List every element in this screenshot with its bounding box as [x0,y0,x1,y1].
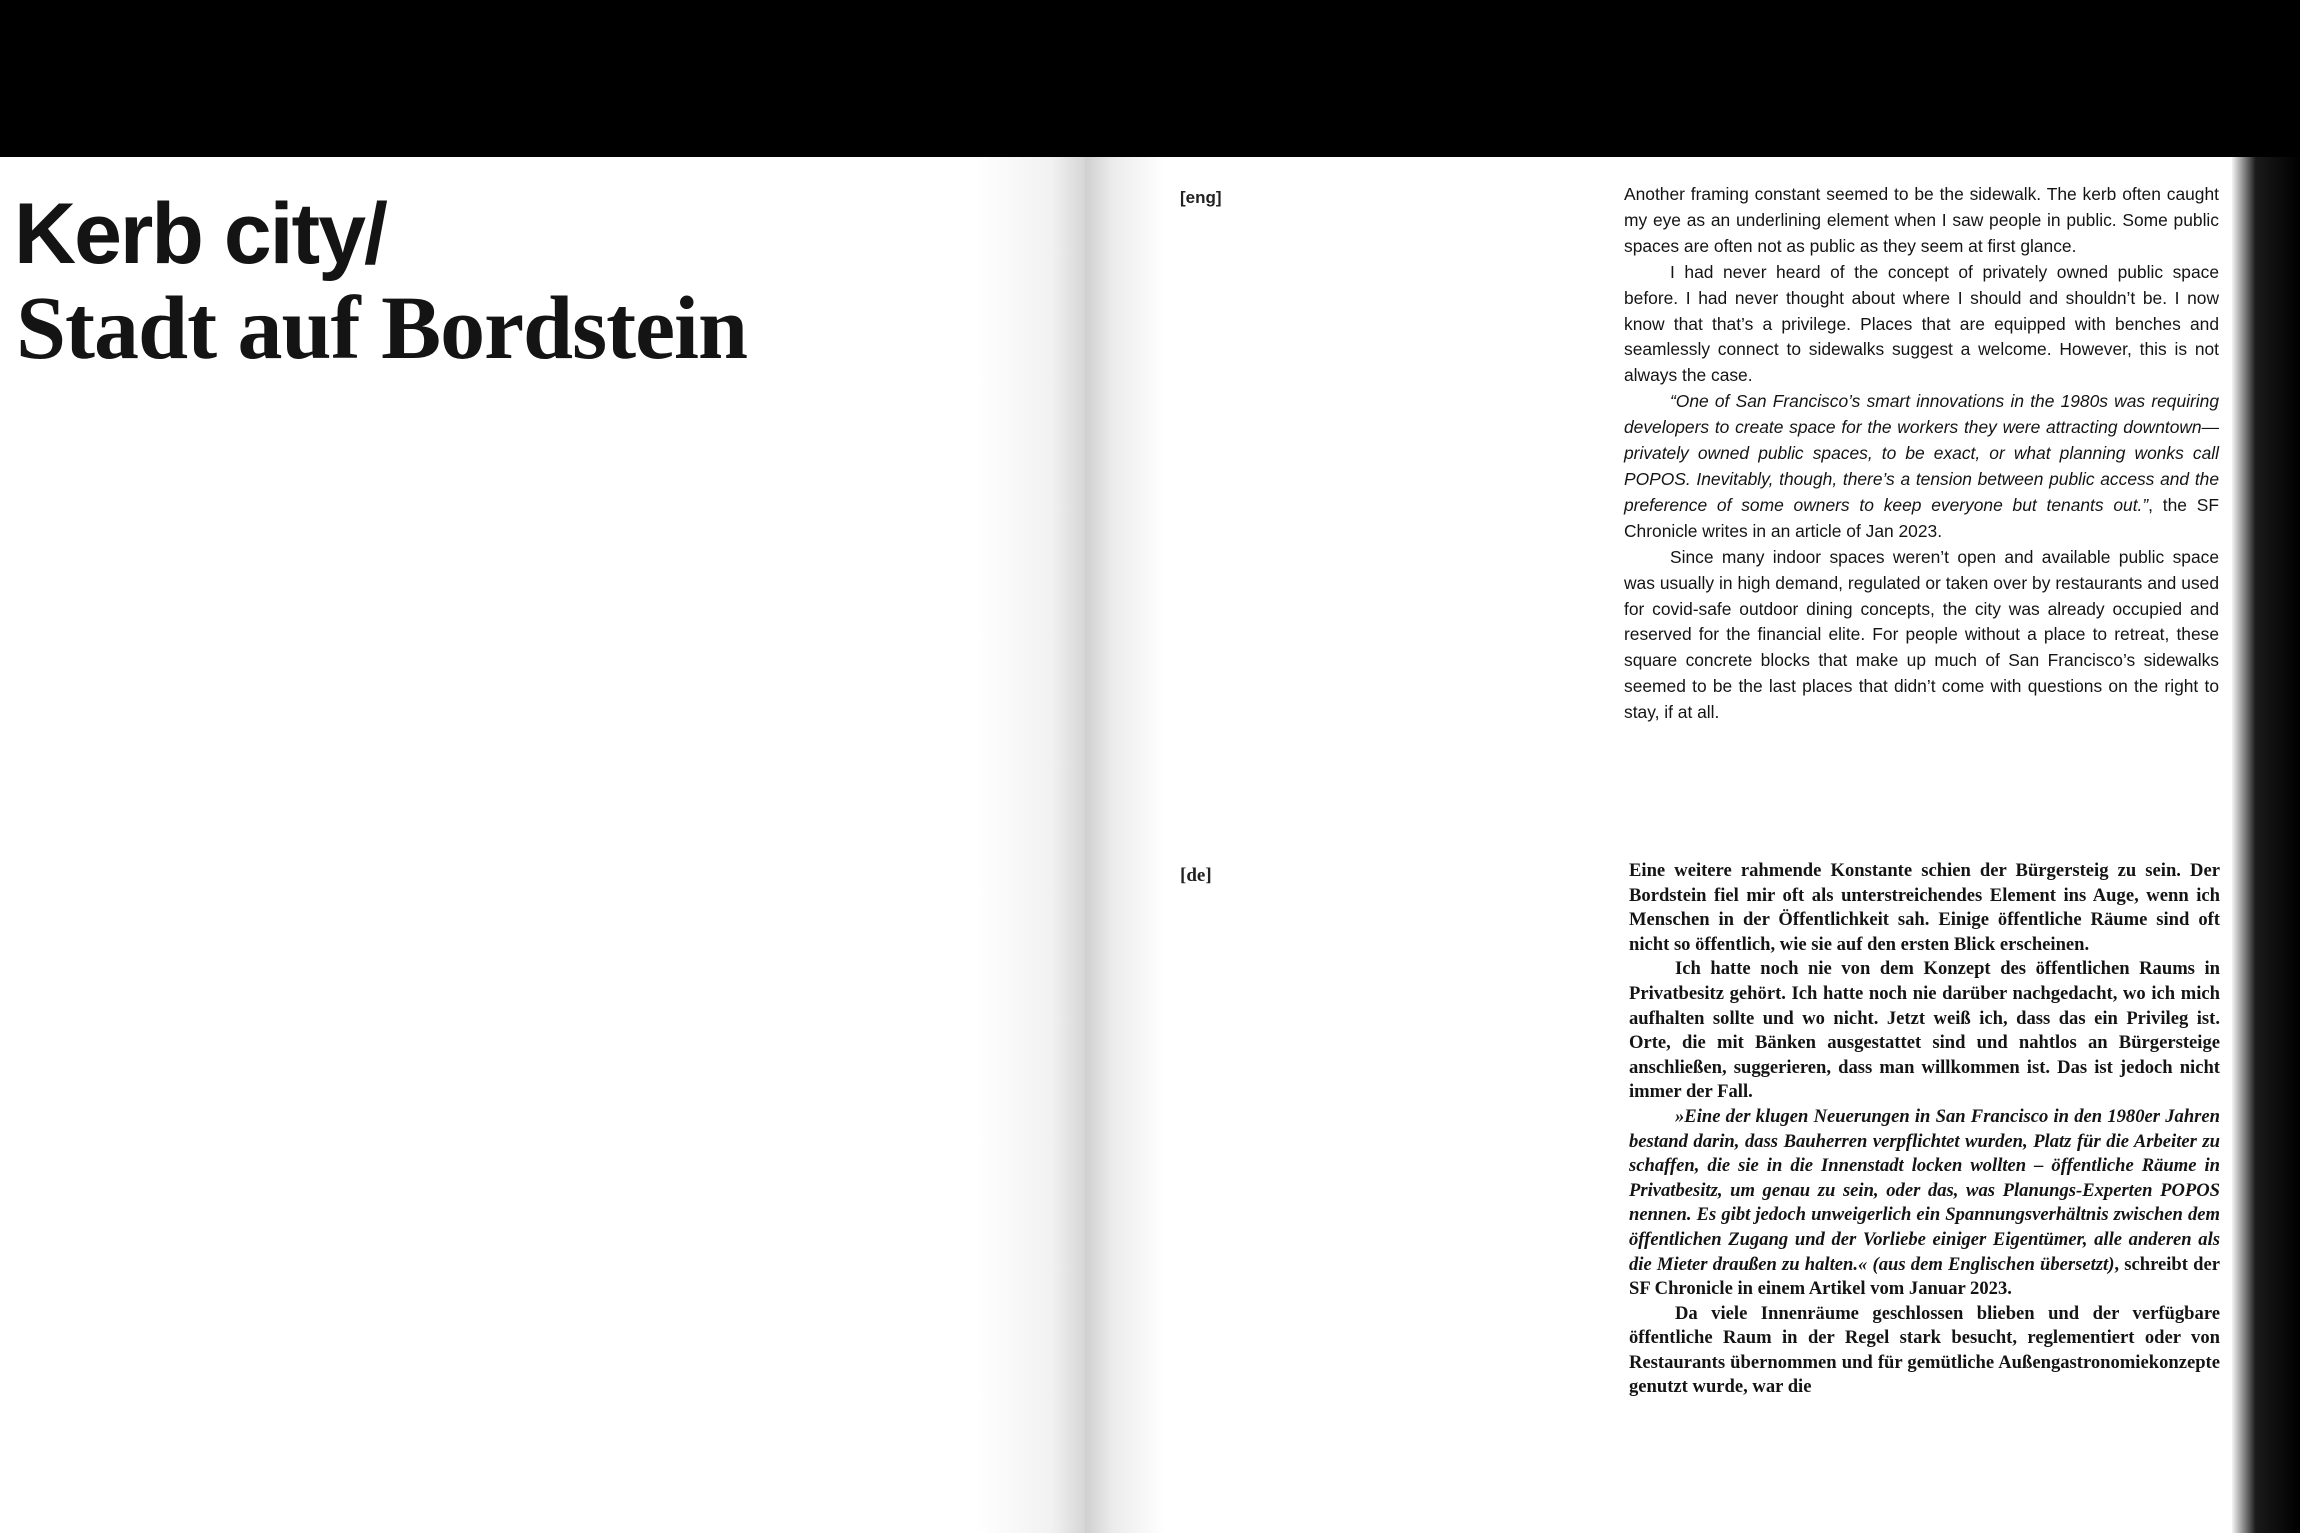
title-english: Kerb city/ [14,186,386,282]
german-text-column [1629,859,2220,1400]
language-label-english: [eng] [1180,188,1222,207]
english-quote-attribution: , the SF Chronicle writes in an article of Jan 2023. [1624,494,2219,541]
german-paragraph-2: Ich hatte noch nie von dem Konzept des öffentlichen Raums in Privatbesitz gehört. Ich hatte noch nie darüber nachgedacht, wo ich mich aufhalten sollte und wo nicht. Jetzt weiß ich, dass das ein Privileg ist. Orte, die mit Bänken ausgestattet sind und nahtlos an Bürgersteige anschließen, suggerieren, dass man willkommen ist. Das ist jedoch nicht immer der Fall. [1629,958,2220,1103]
english-paragraph-1: Another framing constant seemed to be the sidewalk. The kerb often caught my eye as an underlining element when I saw people in public. Some public spaces are often not as public as they seem at first glance. [1624,184,2219,256]
english-paragraph-4: Since many indoor spaces weren’t open and available public space was usually in high demand, regulated or taken over by restaurants and used for covid-safe outdoor dining concepts, the city was already occupied and reserved for the financial elite. For people without a place to retreat, these square concrete blocks that make up much of San Francisco’s sidewalks seemed to be the last places that didn’t come with questions on the right to stay, if at all. [1624,546,2219,723]
book-spread [0,157,2300,1533]
scan-background-right [2232,157,2300,1533]
left-page [0,157,1085,1533]
german-paragraph-3 [1629,1105,2220,1302]
german-quote: »Eine der klugen Neuerungen in San Francisco in den 1980er Jahren bestand darin, dass Bauherren verpflichtet wurden, Platz für die Arbeiter zu schaffen, die sie in die Innenstadt locken wollten – öffentliche Räume in Privatbesitz, um genau zu sein, oder das, was Planungs-Experten POPOS nennen. Es gibt jedoch unweigerlich ein Spannungsverhältnis zwischen dem öffentlichen Zugang und der Vorliebe einiger Eigentümer, alle anderen als die Mieter draußen zu halten.« (aus dem Englischen übersetzt) [1629,1105,2220,1275]
english-paragraph-2: I had never heard of the concept of privately owned public space before. I had never thought about where I should and shouldn’t be. I now know that that’s a privilege. Places that are equipped with benches and seamlessly connect to sidewalks suggest a welcome. However, this is not always the case. [1624,261,2219,386]
german-paragraph-1: Eine weitere rahmende Konstante schien der Bürgersteig zu sein. Der Bordstein fiel mir oft als unterstreichendes Element ins Auge, wenn ich Menschen in der Öffentlichkeit sah. Einige öffentliche Räume sind oft nicht so öffentlich, wie sie auf den ersten Blick erscheinen. [1629,860,2220,955]
english-paragraph-3 [1624,389,2219,544]
english-text-column [1624,182,2219,726]
title-german: Stadt auf Bordstein [16,279,748,378]
german-quote-attribution: , schreibt der SF Chronicle in einem Artikel vom Januar 2023. [1629,1253,2220,1300]
language-label-german: [de] [1180,865,1212,886]
english-quote: “One of San Francisco’s smart innovations in the 1980s was requiring developers to create space for the workers they were attracting downtown—privately owned public spaces, to be exact, or what planning wonks call POPOS. Inevitably, though, there’s a tension between public access and the preference of some owners to keep everyone but tenants out.” [1624,391,2219,515]
scan-background-top [0,0,2300,157]
german-paragraph-4: Da viele Innenräume geschlossen blieben und der verfügbare öffentliche Raum in der Regel stark besucht, reglementiert oder von Restaurants übernommen und für gemütliche Außengastronomiekonzepte genutzt wurde, war die [1629,1302,2220,1398]
